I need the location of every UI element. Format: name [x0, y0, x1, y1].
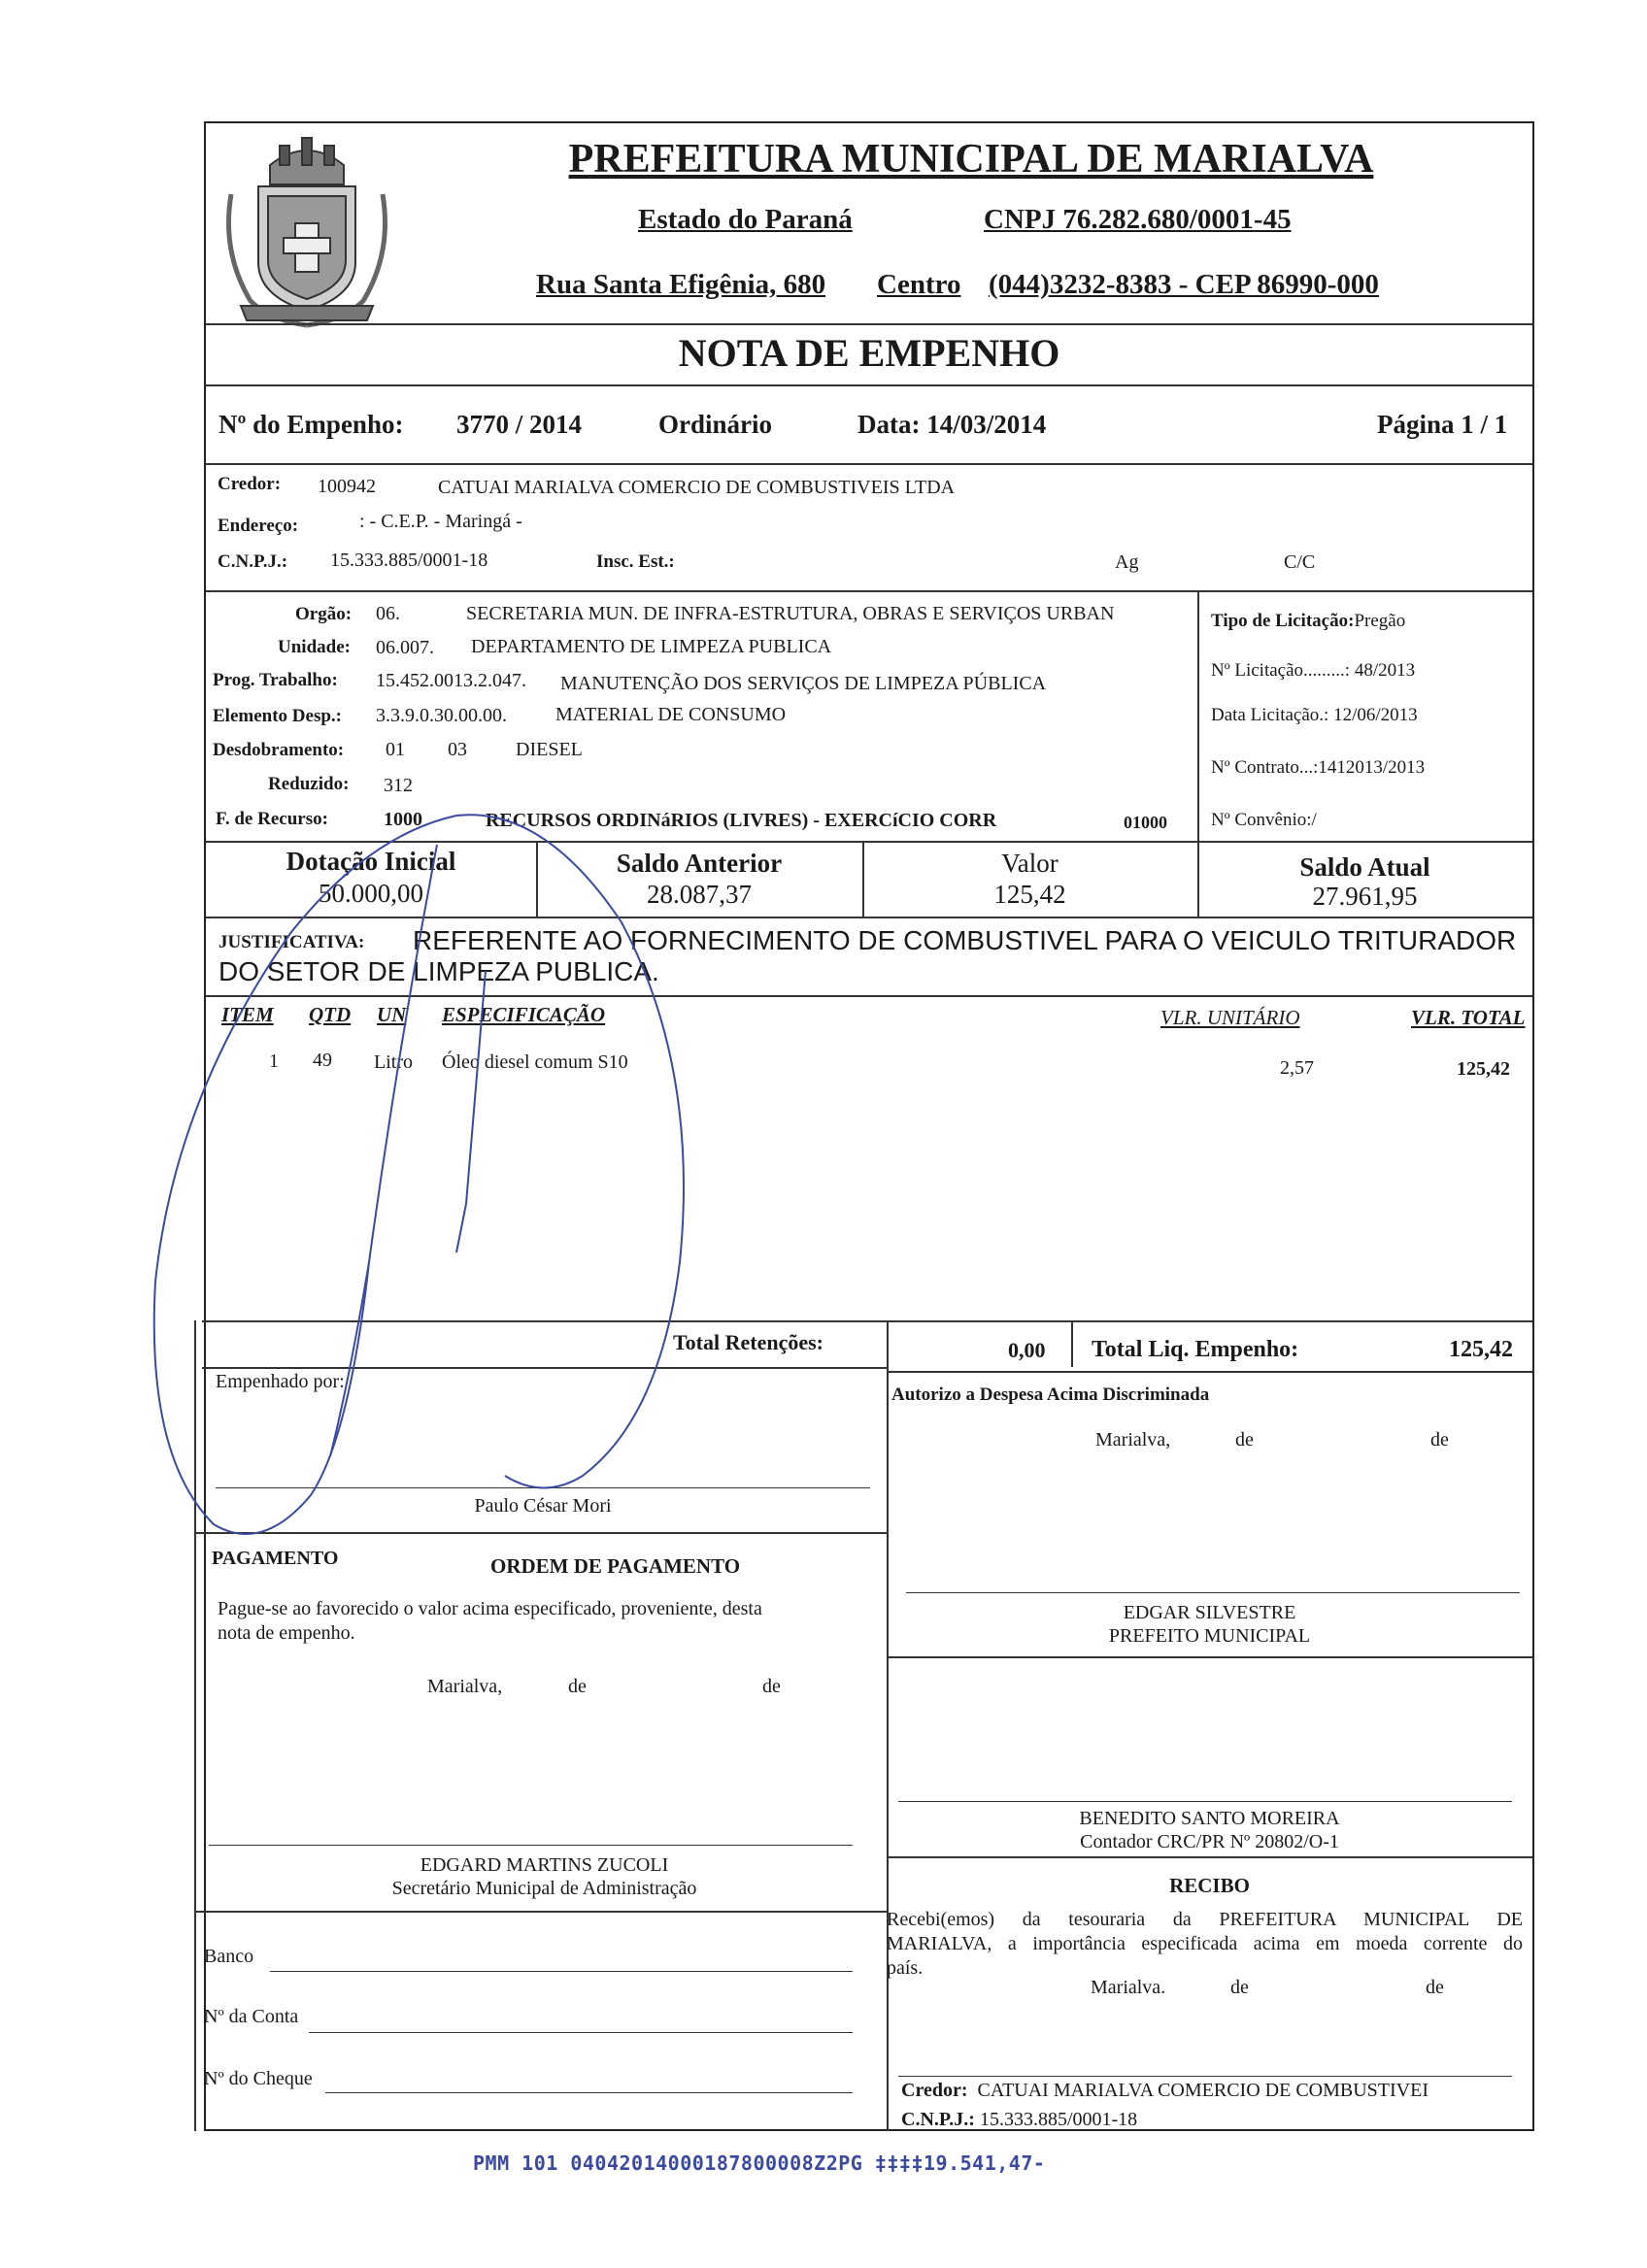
pagamento-signature-line — [209, 1845, 853, 1846]
recurso-label: F. de Recurso: — [216, 809, 328, 829]
retencoes-label: Total Retenções: — [673, 1330, 824, 1354]
empenhado-signature-line — [216, 1487, 870, 1488]
pagamento-de-2: de — [762, 1676, 781, 1697]
autorizo-de-2: de — [1430, 1429, 1449, 1451]
credor-name: CATUAI MARIALVA COMERCIO DE COMBUSTIVEIS LTDA — [438, 477, 956, 498]
row-qtd: 49 — [313, 1050, 332, 1071]
unidade-code: 06.007. — [376, 637, 434, 658]
recibo-credor: Credor: CATUAI MARIALVA COMERCIO DE COMBUSTIVEI — [901, 2080, 1429, 2101]
recibo-de-1: de — [1230, 1977, 1249, 1998]
desdobramento-name: DIESEL — [516, 739, 583, 760]
col-header-total: VLR. TOTAL — [1411, 1006, 1526, 1029]
saldo-anterior-label: Saldo Anterior — [616, 849, 783, 878]
empenhado-name: Paulo César Mori — [474, 1495, 612, 1517]
prog-name: MANUTENÇÃO DOS SERVIÇOS DE LIMPEZA PÚBLICA — [560, 673, 1047, 694]
org-district: Centro — [877, 269, 961, 300]
pagamento-text-1: Pague-se ao favorecido o valor acima especificado, proveniente, desta — [218, 1598, 762, 1619]
banco-label: Banco — [204, 1946, 254, 1967]
pagamento-signer: EDGARD MARTINS ZUCOLI — [420, 1854, 669, 1876]
justificativa-line-1: REFERENTE AO FORNECIMENTO DE COMBUSTIVEL PARA O VEICULO TRITURADOR — [413, 925, 1517, 955]
agency-label: Ag — [1115, 551, 1139, 573]
recurso-number: 01000 — [1124, 813, 1167, 832]
autorizo-de-1: de — [1235, 1429, 1254, 1451]
recurso-code: 1000 — [384, 809, 422, 830]
col-header-qtd: QTD — [309, 1003, 352, 1026]
col-header-unitario: VLR. UNITÁRIO — [1160, 1006, 1300, 1029]
desdobramento-a: 01 — [386, 739, 405, 760]
contador-name: BENEDITO SANTO MOREIRA — [1079, 1808, 1340, 1829]
recibo-text-2: MARIALVA, a importância especificada acima em moeda corrente do — [887, 1933, 1523, 1954]
reduzido-value: 312 — [384, 775, 413, 796]
prog-code: 15.452.0013.2.047. — [376, 670, 526, 691]
insc-est-label: Insc. Est.: — [596, 551, 675, 572]
dotacao-inicial-value: 50.000,00 — [319, 879, 423, 908]
empenho-type: Ordinário — [658, 410, 773, 439]
recibo-cnpj: C.N.P.J.: 15.333.885/0001-18 — [901, 2109, 1138, 2130]
recibo-text-3: país. — [887, 1957, 924, 1979]
recibo-city: Marialva. — [1091, 1977, 1166, 1998]
valor-value: 125,42 — [993, 880, 1066, 909]
elemento-code: 3.3.9.0.30.00.00. — [376, 705, 507, 726]
liquido-value: 125,42 — [1449, 1337, 1513, 1362]
saldo-atual-label: Saldo Atual — [1299, 852, 1430, 882]
page-number: Página 1 / 1 — [1377, 410, 1508, 439]
pagamento-de-1: de — [568, 1676, 587, 1697]
licitacao-number: Nº Licitação.........: 48/2013 — [1211, 660, 1416, 681]
orgao-code: 06. — [376, 603, 400, 624]
coat-of-arms-icon — [212, 126, 402, 335]
licitacao-type: Tipo de Licitação:Pregão — [1211, 611, 1406, 631]
recibo-signature-line — [898, 2076, 1512, 2077]
row-espec: Óleo diesel comum S10 — [442, 1051, 628, 1073]
autorizo-city: Marialva, — [1095, 1429, 1171, 1451]
cheque-input-line — [325, 2092, 853, 2093]
justificativa-line-2: DO SETOR DE LIMPEZA PUBLICA. — [218, 956, 659, 986]
state-name: Estado do Paraná — [638, 204, 853, 235]
elemento-name: MATERIAL DE CONSUMO — [555, 704, 787, 725]
pagamento-text-2: nota de empenho. — [218, 1622, 355, 1644]
saldo-atual-value: 27.961,95 — [1312, 882, 1418, 911]
recurso-name: RECURSOS ORDINáRIOS (LIVRES) - EXERCíCIO CORR — [486, 810, 997, 831]
desdobramento-b: 03 — [448, 739, 467, 760]
org-phone-cep: (044)3232-8383 - CEP 86990-000 — [989, 269, 1379, 300]
empenho-date: Data: 14/03/2014 — [857, 410, 1047, 439]
row-total: 125,42 — [1457, 1058, 1510, 1080]
unidade-label: Unidade: — [278, 637, 351, 657]
licitacao-date: Data Licitação.: 12/06/2013 — [1211, 705, 1418, 725]
convenio-label: Nº Convênio:/ — [1211, 810, 1317, 830]
contador-signature-line — [898, 1801, 1512, 1802]
row-item: 1 — [269, 1051, 279, 1072]
contrato-number: Nº Contrato...:1412013/2013 — [1211, 757, 1426, 778]
recibo-text-1: Recebi(emos) da tesouraria da PREFEITURA MUNICIPAL DE — [887, 1909, 1523, 1930]
credor-address-label: Endereço: — [218, 516, 299, 536]
org-address: Rua Santa Efigênia, 680 — [536, 269, 826, 300]
banco-input-line — [270, 1971, 853, 1972]
row-unit-price: 2,57 — [1280, 1057, 1314, 1079]
col-header-item: ITEM — [221, 1003, 274, 1026]
dotacao-inicial-label: Dotação Inicial — [286, 847, 456, 876]
retencoes-value: 0,00 — [1008, 1338, 1046, 1362]
ordem-pagamento-label: ORDEM DE PAGAMENTO — [490, 1554, 741, 1578]
valor-label: Valor — [1001, 849, 1059, 878]
credor-code: 100942 — [318, 476, 376, 497]
credor-address: : - C.E.P. - Maringá - — [359, 511, 522, 532]
autorizo-signature-line — [906, 1592, 1520, 1593]
orgao-label: Orgão: — [295, 604, 353, 624]
conta-input-line — [309, 2032, 853, 2033]
conta-label: Nº da Conta — [204, 2006, 299, 2027]
autorizo-signer: EDGAR SILVESTRE — [1123, 1602, 1296, 1623]
credor-cnpj: 15.333.885/0001-18 — [330, 550, 488, 571]
unidade-name: DEPARTAMENTO DE LIMPEZA PUBLICA — [471, 636, 832, 657]
justificativa-label: JUSTIFICATIVA: — [218, 932, 365, 952]
org-cnpj: CNPJ 76.282.680/0001-45 — [984, 204, 1292, 235]
autorizo-label: Autorizo a Despesa Acima Discriminada — [891, 1384, 1210, 1405]
recibo-title: RECIBO — [1169, 1874, 1250, 1897]
cheque-label: Nº do Cheque — [204, 2068, 313, 2089]
pagamento-city: Marialva, — [427, 1676, 503, 1697]
col-header-un: UN — [377, 1003, 407, 1026]
autorizo-signer-role: PREFEITO MUNICIPAL — [1108, 1625, 1311, 1647]
orgao-name: SECRETARIA MUN. DE INFRA-ESTRUTURA, OBRAS E SERVIÇOS URBAN — [466, 603, 1115, 624]
prog-label: Prog. Trabalho: — [213, 670, 338, 690]
empenhado-label: Empenhado por: — [216, 1371, 345, 1392]
authentication-code: PMM 101 04042014000187800008Z2PG ‡‡‡‡19.541,47- — [473, 2151, 1046, 2175]
liquido-label: Total Liq. Empenho: — [1092, 1337, 1299, 1362]
credor-cnpj-label: C.N.P.J.: — [218, 551, 288, 572]
empenho-number: 3770 / 2014 — [456, 410, 583, 439]
col-header-especificacao: ESPECIFICAÇÃO — [442, 1003, 606, 1026]
elemento-label: Elemento Desp.: — [213, 706, 342, 726]
desdobramento-label: Desdobramento: — [213, 740, 345, 760]
credor-label: Credor: — [218, 474, 282, 494]
empenho-label: Nº do Empenho: — [218, 410, 404, 439]
org-name: PREFEITURA MUNICIPAL DE MARIALVA — [568, 137, 1374, 182]
recibo-de-2: de — [1426, 1977, 1444, 1998]
account-label: C/C — [1284, 551, 1316, 573]
row-un: Litro — [374, 1051, 413, 1073]
reduzido-label: Reduzido: — [268, 774, 350, 794]
pagamento-label: PAGAMENTO — [212, 1548, 339, 1569]
pagamento-signer-role: Secretário Municipal de Administração — [391, 1878, 697, 1899]
doc-title: NOTA DE EMPENHO — [678, 331, 1060, 375]
saldo-anterior-value: 28.087,37 — [647, 880, 752, 909]
contador-role: Contador CRC/PR Nº 20802/O-1 — [1080, 1831, 1339, 1852]
